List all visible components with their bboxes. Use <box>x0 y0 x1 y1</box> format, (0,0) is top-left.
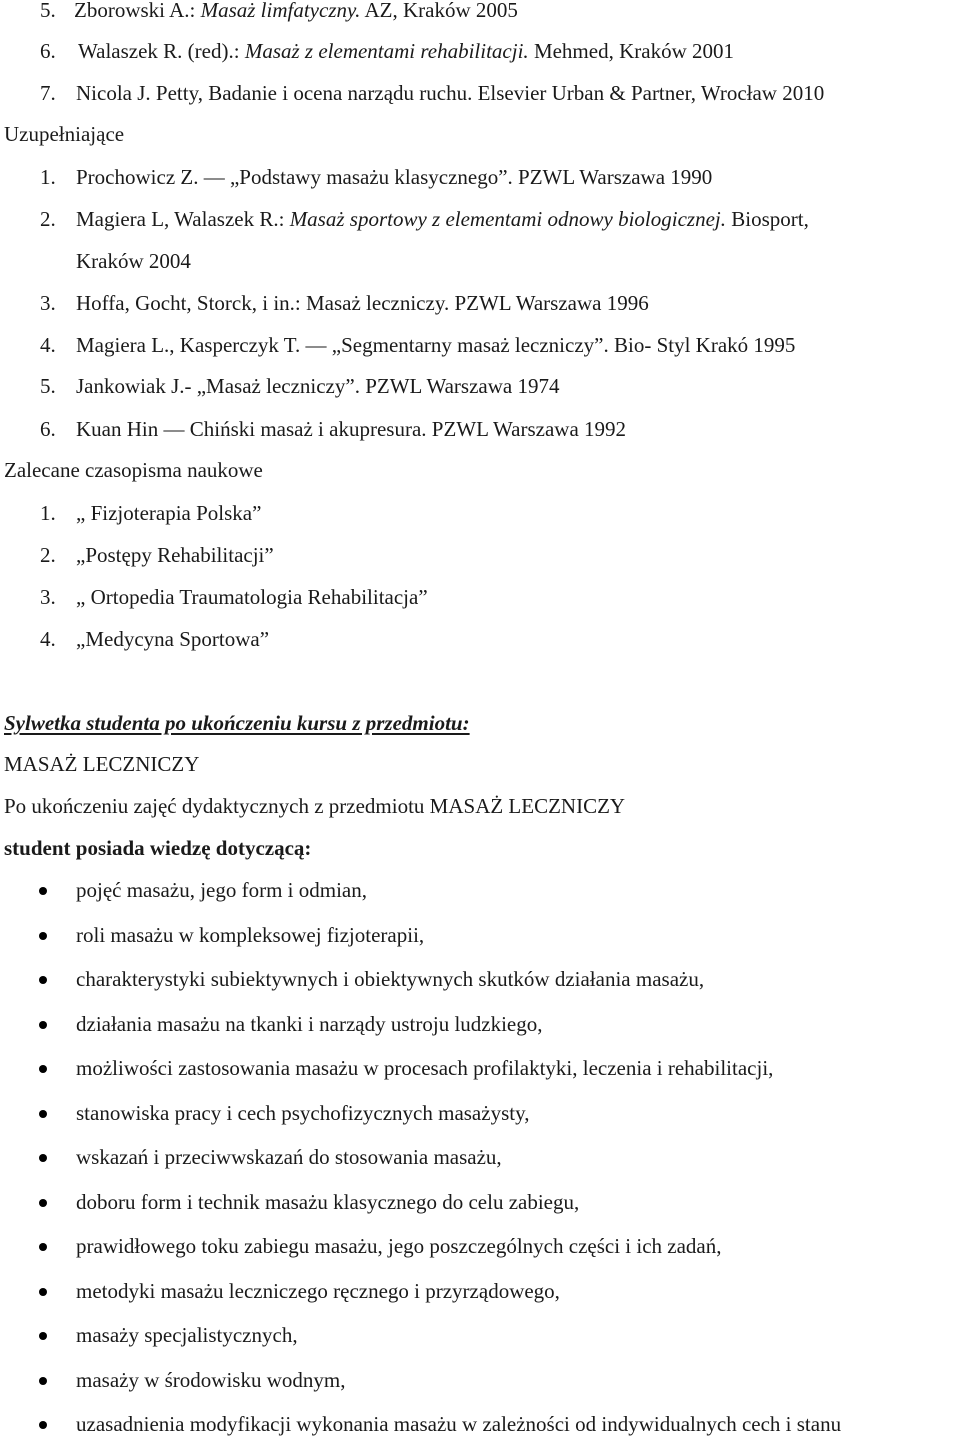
item-number: 7. <box>40 81 56 105</box>
bibliography-item <box>0 0 518 23</box>
knowledge-item: pojęć masażu, jego form i odmian, <box>76 878 367 902</box>
item-number: 5. <box>40 374 56 398</box>
bibliography-item <box>0 332 795 358</box>
bibliography-item-continuation: Kraków 2004 <box>76 249 191 273</box>
knowledge-item: masaży specjalistycznych, <box>76 1323 298 1347</box>
item-number: 4. <box>40 333 56 357</box>
item-number: 1. <box>40 165 56 189</box>
journal-title: „ Fizjoterapia Polska” <box>76 501 262 525</box>
section-heading-journals: Zalecane czasopisma naukowe <box>4 458 263 482</box>
knowledge-item: roli masażu w kompleksowej fizjoterapii, <box>76 923 425 947</box>
journal-item <box>0 500 261 526</box>
profile-intro: Po ukończeniu zajęć dydaktycznych z przedmiotu MASAŻ LECZNICZY <box>4 794 626 818</box>
journal-item <box>0 626 269 652</box>
item-publisher: AZ, Kraków 2005 <box>360 0 518 22</box>
item-title: Masaż z elementami rehabilitacji. <box>244 39 529 63</box>
knowledge-item: masaży w środowisku wodnym, <box>76 1368 346 1392</box>
item-title: Masaż limfatyczny. <box>200 0 361 22</box>
knowledge-item: wskazań i przeciwwskazań do stosowania masażu, <box>76 1145 502 1169</box>
section-heading-supplementary: Uzupełniające <box>4 122 125 146</box>
journal-title: „Postępy Rehabilitacji” <box>76 543 274 567</box>
item-number: 2. <box>40 207 56 231</box>
item-number: 3. <box>40 585 56 609</box>
bibliography-item <box>0 38 734 64</box>
item-publisher: Mehmed, Kraków 2001 <box>528 39 734 63</box>
bullet-icon <box>39 1243 47 1251</box>
knowledge-item: prawidłowego toku zabiegu masażu, jego poszczególnych części i ich zadań, <box>76 1234 722 1258</box>
bibliography-item <box>0 206 809 232</box>
bullet-icon <box>39 1199 47 1207</box>
bullet-icon <box>39 1421 47 1429</box>
knowledge-heading: student posiada wiedzę dotyczącą: <box>4 836 312 860</box>
subject-name: MASAŻ LECZNICZY <box>4 752 200 776</box>
bullet-icon <box>39 932 47 940</box>
knowledge-item: charakterystyki subiektywnych i obiektywnych skutków działania masażu, <box>76 967 705 991</box>
knowledge-item: działania masażu na tkanki i narządy ustroju ludzkiego, <box>76 1012 543 1036</box>
bullet-icon <box>39 1377 47 1385</box>
item-number: 6. <box>40 39 56 63</box>
item-number: 6. <box>40 417 56 441</box>
bibliography-item <box>0 416 626 442</box>
item-number: 2. <box>40 543 56 567</box>
profile-heading: Sylwetka studenta po ukończeniu kursu z przedmiotu: <box>4 711 470 735</box>
item-text: Hoffa, Gocht, Storck, i in.: Masaż leczniczy. PZWL Warszawa 1996 <box>76 291 649 315</box>
bibliography-item <box>0 80 824 106</box>
knowledge-item: stanowiska pracy i cech psychofizycznych masażysty, <box>76 1101 530 1125</box>
bullet-icon <box>39 1065 47 1073</box>
item-number: 4. <box>40 627 56 651</box>
item-title: Masaż sportowy z elementami odnowy biologicznej. <box>289 207 726 231</box>
bullet-icon <box>39 887 47 895</box>
item-title: — „Podstawy masażu klasycznego”. PZWL Warszawa 1990 <box>203 165 713 189</box>
knowledge-item: uzasadnienia modyfikacji wykonania masażu w zależności od indywidualnych cech i stanu <box>76 1412 842 1436</box>
bullet-icon <box>39 976 47 984</box>
knowledge-item: metodyki masażu leczniczego ręcznego i przyrządowego, <box>76 1279 560 1303</box>
item-author: Walaszek R. (red).: <box>78 39 245 63</box>
item-text: Nicola J. Petty, Badanie i ocena narządu ruchu. Elsevier Urban & Partner, Wrocław 2010 <box>76 81 825 105</box>
journal-title: „ Ortopedia Traumatologia Rehabilitacja” <box>76 585 428 609</box>
bullet-icon <box>39 1110 47 1118</box>
journal-title: „Medycyna Sportowa” <box>76 627 270 651</box>
item-text: Magiera L., Kasperczyk T. — „Segmentarny masaż leczniczy”. Bio- Styl Krakó 1995 <box>76 333 796 357</box>
bibliography-item <box>0 290 649 316</box>
journal-item <box>0 542 274 568</box>
item-number: 1. <box>40 501 56 525</box>
knowledge-item: doboru form i technik masażu klasycznego do celu zabiegu, <box>76 1190 580 1214</box>
item-text: Jankowiak J.- „Masaż leczniczy”. PZWL Warszawa 1974 <box>76 374 560 398</box>
item-author: Prochowicz Z. <box>76 165 204 189</box>
bullet-icon <box>39 1288 47 1296</box>
journal-item <box>0 584 428 610</box>
knowledge-item: możliwości zastosowania masażu w procesach profilaktyki, leczenia i rehabilitacji, <box>76 1056 774 1080</box>
bullet-icon <box>39 1021 47 1029</box>
bullet-icon <box>39 1332 47 1340</box>
item-author: Magiera L, Walaszek R.: <box>76 207 290 231</box>
item-number: 5. <box>40 0 56 22</box>
item-publisher: Biosport, <box>725 207 809 231</box>
item-author: Zborowski A.: <box>74 0 201 22</box>
bibliography-item <box>0 373 559 399</box>
item-text: Kuan Hin — Chiński masaż i akupresura. PZWL Warszawa 1992 <box>76 417 627 441</box>
bibliography-item <box>0 164 712 190</box>
item-number: 3. <box>40 291 56 315</box>
bullet-icon <box>39 1154 47 1162</box>
